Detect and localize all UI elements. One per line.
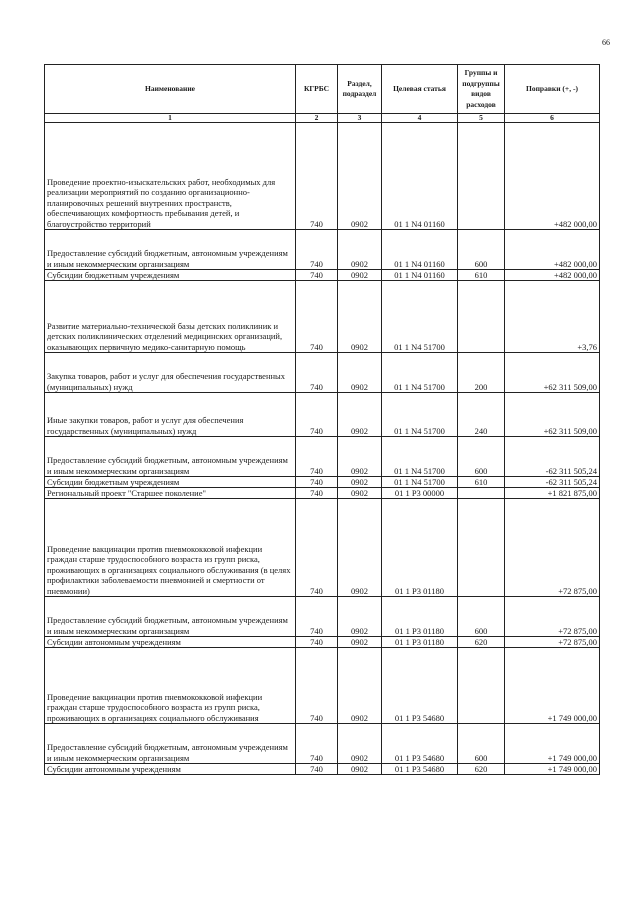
table-row — [45, 477, 600, 488]
row-section: 0902 — [338, 437, 382, 477]
header-amount: Поправки (+, -) — [505, 65, 600, 114]
row-amount: +1 749 000,00 — [505, 724, 600, 764]
row-section: 0902 — [338, 123, 382, 230]
row-amount: +1 821 875,00 — [505, 488, 600, 499]
row-name: Субсидии бюджетным учреждениям — [45, 477, 296, 488]
table-row — [45, 353, 600, 393]
row-target: 01 1 P3 54680 — [382, 648, 458, 724]
header-kgrbs: КГРБС — [296, 65, 338, 114]
row-name: Закупка товаров, работ и услуг для обеспечения государственных (муниципальных) нужд — [45, 353, 296, 393]
table-row — [45, 637, 600, 648]
row-amount: +482 000,00 — [505, 270, 600, 281]
row-kgrbs: 740 — [296, 270, 338, 281]
row-kgrbs: 740 — [296, 393, 338, 437]
header-number: 1 — [45, 114, 296, 123]
row-section: 0902 — [338, 764, 382, 775]
row-target: 01 1 N4 01160 — [382, 230, 458, 270]
row-group: 600 — [458, 437, 505, 477]
row-target: 01 1 P3 00000 — [382, 488, 458, 499]
row-section: 0902 — [338, 353, 382, 393]
row-amount: +1 749 000,00 — [505, 764, 600, 775]
row-target: 01 1 P3 01180 — [382, 637, 458, 648]
table-row — [45, 488, 600, 499]
row-target: 01 1 N4 01160 — [382, 123, 458, 230]
table-row — [45, 724, 600, 764]
row-amount: +62 311 509,00 — [505, 353, 600, 393]
header-number: 6 — [505, 114, 600, 123]
row-target: 01 1 P3 01180 — [382, 499, 458, 597]
header-number: 3 — [338, 114, 382, 123]
row-target: 01 1 P3 54680 — [382, 724, 458, 764]
row-name: Предоставление субсидий бюджетным, автономным учреждениям и иным некоммерческим организациям — [45, 437, 296, 477]
header-number: 4 — [382, 114, 458, 123]
row-amount: +482 000,00 — [505, 123, 600, 230]
row-target: 01 1 P3 54680 — [382, 764, 458, 775]
table-row — [45, 499, 600, 597]
row-target: 01 1 N4 01160 — [382, 270, 458, 281]
table-row — [45, 597, 600, 637]
row-group: 620 — [458, 764, 505, 775]
table-row — [45, 281, 600, 353]
row-name: Субсидии бюджетным учреждениям — [45, 270, 296, 281]
row-kgrbs: 740 — [296, 123, 338, 230]
row-group: 600 — [458, 724, 505, 764]
row-section: 0902 — [338, 724, 382, 764]
row-target: 01 1 N4 51700 — [382, 437, 458, 477]
row-name: Предоставление субсидий бюджетным, автономным учреждениям и иным некоммерческим организациям — [45, 597, 296, 637]
header-row — [45, 65, 600, 114]
row-target: 01 1 N4 51700 — [382, 393, 458, 437]
row-kgrbs: 740 — [296, 648, 338, 724]
row-kgrbs: 740 — [296, 437, 338, 477]
row-amount: +72 875,00 — [505, 499, 600, 597]
row-amount: +3,76 — [505, 281, 600, 353]
row-group: 610 — [458, 270, 505, 281]
row-group — [458, 123, 505, 230]
row-amount: +482 000,00 — [505, 230, 600, 270]
row-section: 0902 — [338, 477, 382, 488]
row-group: 620 — [458, 637, 505, 648]
table-row — [45, 393, 600, 437]
header-name: Наименование — [45, 65, 296, 114]
row-group — [458, 499, 505, 597]
row-group: 600 — [458, 230, 505, 270]
table-row — [45, 437, 600, 477]
row-section: 0902 — [338, 488, 382, 499]
table-row — [45, 270, 600, 281]
row-kgrbs: 740 — [296, 477, 338, 488]
row-amount: +62 311 509,00 — [505, 393, 600, 437]
row-name: Предоставление субсидий бюджетным, автономным учреждениям и иным некоммерческим организациям — [45, 724, 296, 764]
row-target: 01 1 N4 51700 — [382, 281, 458, 353]
row-section: 0902 — [338, 270, 382, 281]
row-target: 01 1 N4 51700 — [382, 353, 458, 393]
table-row — [45, 123, 600, 230]
row-target: 01 1 N4 51700 — [382, 477, 458, 488]
row-group — [458, 648, 505, 724]
row-section: 0902 — [338, 393, 382, 437]
row-kgrbs: 740 — [296, 724, 338, 764]
row-group: 600 — [458, 597, 505, 637]
row-kgrbs: 740 — [296, 353, 338, 393]
row-section: 0902 — [338, 637, 382, 648]
table-row — [45, 230, 600, 270]
row-name: Проведение проектно-изыскательских работ, необходимых для реализации мероприятий по созданию организационно-планировочных решений внутренних пространств, обеспечивающих комфортность пребывания детей, и благоустройство территорий — [45, 123, 296, 230]
row-target: 01 1 P3 01180 — [382, 597, 458, 637]
row-kgrbs: 740 — [296, 488, 338, 499]
row-kgrbs: 740 — [296, 230, 338, 270]
row-name: Проведение вакцинации против пневмококковой инфекции граждан старше трудоспособного возраста из групп риска, проживающих в организациях социального обслуживания — [45, 648, 296, 724]
row-kgrbs: 740 — [296, 499, 338, 597]
row-amount: -62 311 505,24 — [505, 437, 600, 477]
row-name: Иные закупки товаров, работ и услуг для обеспечения государственных (муниципальных) нужд — [45, 393, 296, 437]
row-amount: +72 875,00 — [505, 637, 600, 648]
row-name: Развитие материально-технической базы детских поликлиник и детских поликлинических отделений медицинских организаций, оказывающих первичную медико-санитарную помощь — [45, 281, 296, 353]
page-number: 66 — [602, 38, 610, 47]
row-amount: -62 311 505,24 — [505, 477, 600, 488]
row-amount: +1 749 000,00 — [505, 648, 600, 724]
row-name: Региональный проект "Старшее поколение" — [45, 488, 296, 499]
row-section: 0902 — [338, 597, 382, 637]
row-section: 0902 — [338, 281, 382, 353]
row-section: 0902 — [338, 648, 382, 724]
row-group: 200 — [458, 353, 505, 393]
header-number-row — [45, 114, 600, 123]
row-name: Субсидии автономным учреждениям — [45, 637, 296, 648]
row-section: 0902 — [338, 499, 382, 597]
header-group: Группы и подгруппы видов расходов — [458, 65, 505, 114]
row-kgrbs: 740 — [296, 764, 338, 775]
table-row — [45, 764, 600, 775]
table-row — [45, 648, 600, 724]
row-name: Предоставление субсидий бюджетным, автономным учреждениям и иным некоммерческим организациям — [45, 230, 296, 270]
row-amount: +72 875,00 — [505, 597, 600, 637]
row-name: Субсидии автономным учреждениям — [45, 764, 296, 775]
row-group — [458, 488, 505, 499]
row-name: Проведение вакцинации против пневмококковой инфекции граждан старше трудоспособного возраста из групп риска, проживающих в организациях социального обслуживания (в целях профилактики заболеваемости пневмонией и смертности от пневмонии) — [45, 499, 296, 597]
budget-table — [44, 64, 600, 775]
row-group: 240 — [458, 393, 505, 437]
row-kgrbs: 740 — [296, 637, 338, 648]
header-number: 5 — [458, 114, 505, 123]
row-section: 0902 — [338, 230, 382, 270]
row-kgrbs: 740 — [296, 281, 338, 353]
row-group: 610 — [458, 477, 505, 488]
header-section: Раздел, подраздел — [338, 65, 382, 114]
row-kgrbs: 740 — [296, 597, 338, 637]
row-group — [458, 281, 505, 353]
header-target: Целевая статья — [382, 65, 458, 114]
header-number: 2 — [296, 114, 338, 123]
